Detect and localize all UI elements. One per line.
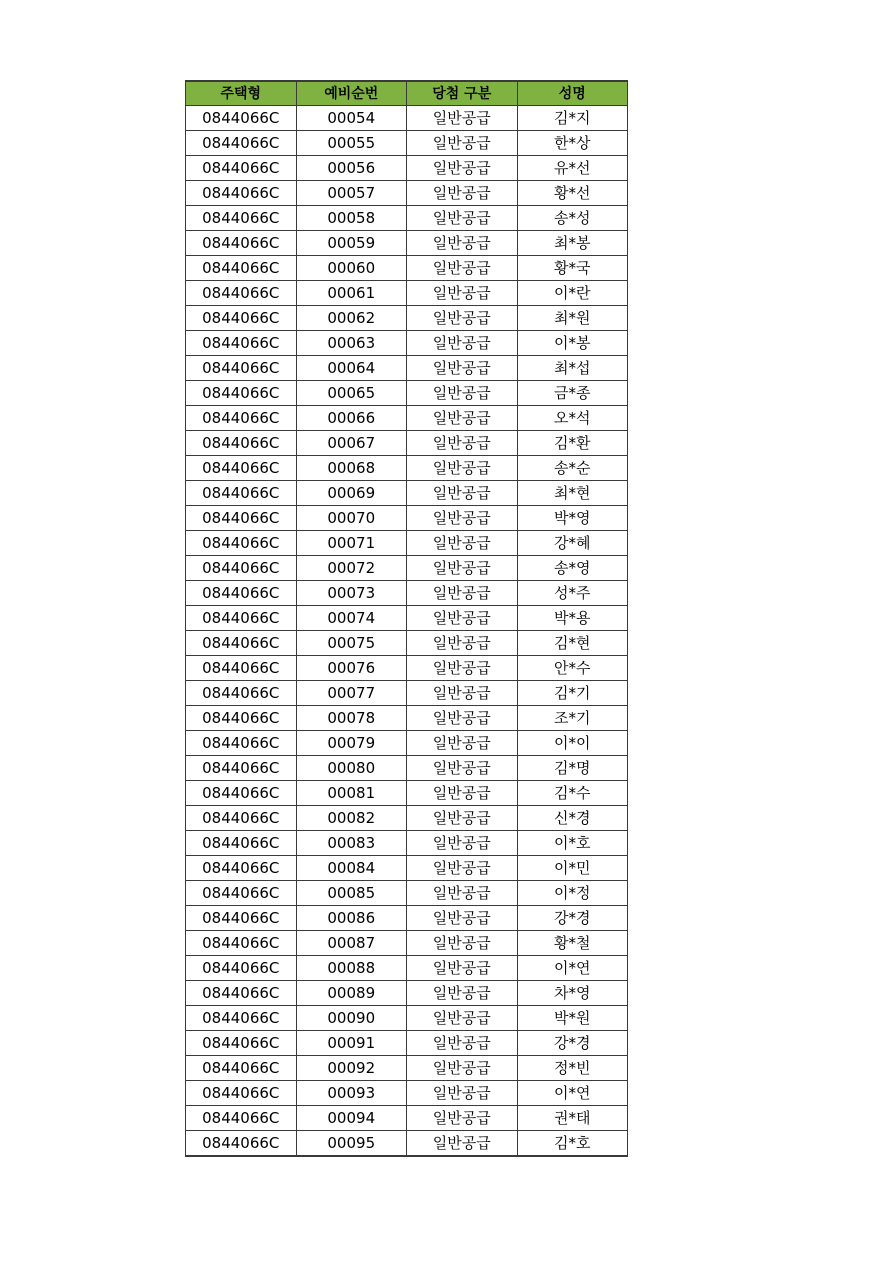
name-cell: 황*선: [517, 181, 628, 206]
reserve-number-cell: 00061: [296, 281, 407, 306]
table-row: [186, 306, 628, 331]
housing-type-cell: 0844066C: [186, 381, 297, 406]
reserve-number-cell: 00077: [296, 681, 407, 706]
reserve-number-cell: 00092: [296, 1056, 407, 1081]
winning-category-cell: 일반공급: [407, 306, 518, 331]
reserve-number-cell: 00093: [296, 1081, 407, 1106]
table-row: [186, 356, 628, 381]
reserve-number-cell: 00086: [296, 906, 407, 931]
reserve-number-cell: 00072: [296, 556, 407, 581]
name-cell: 성*주: [517, 581, 628, 606]
winning-category-cell: 일반공급: [407, 681, 518, 706]
name-cell: 김*명: [517, 756, 628, 781]
winning-category-cell: 일반공급: [407, 981, 518, 1006]
table-row: [186, 1081, 628, 1106]
housing-type-cell: 0844066C: [186, 481, 297, 506]
name-cell: 이*란: [517, 281, 628, 306]
reserve-list-table: [185, 80, 628, 1157]
reserve-number-cell: 00091: [296, 1031, 407, 1056]
table-row: [186, 1031, 628, 1056]
table-row: [186, 931, 628, 956]
winning-category-cell: 일반공급: [407, 631, 518, 656]
housing-type-cell: 0844066C: [186, 906, 297, 931]
reserve-number-cell: 00056: [296, 156, 407, 181]
name-cell: 황*철: [517, 931, 628, 956]
name-cell: 이*정: [517, 881, 628, 906]
winning-category-cell: 일반공급: [407, 1131, 518, 1157]
table-row: [186, 831, 628, 856]
winning-category-cell: 일반공급: [407, 756, 518, 781]
table-row: [186, 631, 628, 656]
name-cell: 강*경: [517, 906, 628, 931]
name-cell: 강*경: [517, 1031, 628, 1056]
housing-type-cell: 0844066C: [186, 706, 297, 731]
housing-type-cell: 0844066C: [186, 1081, 297, 1106]
housing-type-cell: 0844066C: [186, 456, 297, 481]
housing-type-cell: 0844066C: [186, 406, 297, 431]
housing-type-cell: 0844066C: [186, 806, 297, 831]
winning-category-cell: 일반공급: [407, 156, 518, 181]
table-row: [186, 131, 628, 156]
name-cell: 강*혜: [517, 531, 628, 556]
reserve-number-cell: 00075: [296, 631, 407, 656]
reserve-number-cell: 00087: [296, 931, 407, 956]
housing-type-cell: 0844066C: [186, 856, 297, 881]
housing-type-cell: 0844066C: [186, 281, 297, 306]
name-cell: 차*영: [517, 981, 628, 1006]
name-cell: 김*호: [517, 1131, 628, 1157]
table-row: [186, 256, 628, 281]
winning-category-cell: 일반공급: [407, 381, 518, 406]
reserve-number-cell: 00055: [296, 131, 407, 156]
housing-type-cell: 0844066C: [186, 231, 297, 256]
housing-type-cell: 0844066C: [186, 1006, 297, 1031]
housing-type-cell: 0844066C: [186, 981, 297, 1006]
winning-category-cell: 일반공급: [407, 806, 518, 831]
name-cell: 최*봉: [517, 231, 628, 256]
table-row: [186, 706, 628, 731]
reserve-number-cell: 00054: [296, 106, 407, 131]
housing-type-cell: 0844066C: [186, 181, 297, 206]
name-cell: 신*경: [517, 806, 628, 831]
table-row: [186, 656, 628, 681]
name-cell: 송*성: [517, 206, 628, 231]
reserve-number-cell: 00059: [296, 231, 407, 256]
table-body: [186, 106, 628, 1157]
reserve-number-cell: 00069: [296, 481, 407, 506]
name-cell: 송*영: [517, 556, 628, 581]
housing-type-cell: 0844066C: [186, 1106, 297, 1131]
reserve-number-cell: 00084: [296, 856, 407, 881]
housing-type-cell: 0844066C: [186, 781, 297, 806]
reserve-number-cell: 00085: [296, 881, 407, 906]
winning-category-cell: 일반공급: [407, 206, 518, 231]
housing-type-cell: 0844066C: [186, 731, 297, 756]
name-cell: 최*현: [517, 481, 628, 506]
table-row: [186, 781, 628, 806]
name-cell: 이*연: [517, 1081, 628, 1106]
table-header-row: [186, 81, 628, 106]
table-row: [186, 481, 628, 506]
housing-type-cell: 0844066C: [186, 756, 297, 781]
reserve-number-cell: 00063: [296, 331, 407, 356]
table-row: [186, 606, 628, 631]
name-cell: 김*현: [517, 631, 628, 656]
name-cell: 최*섭: [517, 356, 628, 381]
winning-category-cell: 일반공급: [407, 906, 518, 931]
winning-category-cell: 일반공급: [407, 831, 518, 856]
table-row: [186, 506, 628, 531]
winning-category-cell: 일반공급: [407, 431, 518, 456]
winning-category-cell: 일반공급: [407, 506, 518, 531]
winning-category-cell: 일반공급: [407, 1081, 518, 1106]
winning-category-cell: 일반공급: [407, 1106, 518, 1131]
reserve-number-cell: 00073: [296, 581, 407, 606]
winning-category-cell: 일반공급: [407, 556, 518, 581]
reserve-number-cell: 00064: [296, 356, 407, 381]
winning-category-cell: 일반공급: [407, 931, 518, 956]
name-cell: 조*기: [517, 706, 628, 731]
table-row: [186, 531, 628, 556]
housing-type-cell: 0844066C: [186, 506, 297, 531]
name-cell: 박*영: [517, 506, 628, 531]
table-row: [186, 381, 628, 406]
name-cell: 박*용: [517, 606, 628, 631]
reserve-number-cell: 00062: [296, 306, 407, 331]
winning-category-cell: 일반공급: [407, 656, 518, 681]
table-row: [186, 681, 628, 706]
reserve-number-cell: 00067: [296, 431, 407, 456]
table-row: [186, 281, 628, 306]
reserve-number-cell: 00065: [296, 381, 407, 406]
winning-category-cell: 일반공급: [407, 731, 518, 756]
reserve-number-cell: 00068: [296, 456, 407, 481]
housing-type-cell: 0844066C: [186, 956, 297, 981]
housing-type-cell: 0844066C: [186, 256, 297, 281]
name-cell: 김*지: [517, 106, 628, 131]
name-cell: 김*기: [517, 681, 628, 706]
housing-type-cell: 0844066C: [186, 881, 297, 906]
table-row: [186, 981, 628, 1006]
table-row: [186, 731, 628, 756]
housing-type-cell: 0844066C: [186, 306, 297, 331]
table-row: [186, 956, 628, 981]
name-cell: 송*순: [517, 456, 628, 481]
name-cell: 권*태: [517, 1106, 628, 1131]
housing-type-cell: 0844066C: [186, 681, 297, 706]
winning-category-cell: 일반공급: [407, 181, 518, 206]
name-cell: 황*국: [517, 256, 628, 281]
table-row: [186, 581, 628, 606]
table-row: [186, 181, 628, 206]
winning-category-cell: 일반공급: [407, 331, 518, 356]
winning-category-cell: 일반공급: [407, 856, 518, 881]
reserve-number-cell: 00070: [296, 506, 407, 531]
name-cell: 김*환: [517, 431, 628, 456]
reserve-number-cell: 00074: [296, 606, 407, 631]
column-header-reserve-number: 예비순번: [296, 81, 407, 106]
housing-type-cell: 0844066C: [186, 431, 297, 456]
column-header-winning-category: 당첨 구분: [407, 81, 518, 106]
reserve-number-cell: 00060: [296, 256, 407, 281]
reserve-number-cell: 00081: [296, 781, 407, 806]
housing-type-cell: 0844066C: [186, 206, 297, 231]
table-row: [186, 206, 628, 231]
reserve-number-cell: 00088: [296, 956, 407, 981]
winning-category-cell: 일반공급: [407, 581, 518, 606]
table-row: [186, 906, 628, 931]
reserve-number-cell: 00083: [296, 831, 407, 856]
housing-type-cell: 0844066C: [186, 156, 297, 181]
name-cell: 이*민: [517, 856, 628, 881]
winning-category-cell: 일반공급: [407, 1006, 518, 1031]
housing-type-cell: 0844066C: [186, 331, 297, 356]
reserve-number-cell: 00058: [296, 206, 407, 231]
winning-category-cell: 일반공급: [407, 881, 518, 906]
housing-type-cell: 0844066C: [186, 531, 297, 556]
housing-type-cell: 0844066C: [186, 1131, 297, 1157]
table-row: [186, 456, 628, 481]
table-row: [186, 806, 628, 831]
housing-type-cell: 0844066C: [186, 631, 297, 656]
winning-category-cell: 일반공급: [407, 231, 518, 256]
housing-type-cell: 0844066C: [186, 931, 297, 956]
name-cell: 이*봉: [517, 331, 628, 356]
winning-category-cell: 일반공급: [407, 706, 518, 731]
reserve-number-cell: 00071: [296, 531, 407, 556]
name-cell: 유*선: [517, 156, 628, 181]
table-row: [186, 156, 628, 181]
winning-category-cell: 일반공급: [407, 281, 518, 306]
name-cell: 정*빈: [517, 1056, 628, 1081]
table-row: [186, 1006, 628, 1031]
table-row: [186, 331, 628, 356]
column-header-housing-type: 주택형: [186, 81, 297, 106]
table-row: [186, 1131, 628, 1157]
housing-type-cell: 0844066C: [186, 356, 297, 381]
name-cell: 금*종: [517, 381, 628, 406]
housing-type-cell: 0844066C: [186, 656, 297, 681]
table-row: [186, 106, 628, 131]
reserve-number-cell: 00076: [296, 656, 407, 681]
name-cell: 박*원: [517, 1006, 628, 1031]
winning-category-cell: 일반공급: [407, 481, 518, 506]
table-row: [186, 1056, 628, 1081]
table-row: [186, 881, 628, 906]
winning-category-cell: 일반공급: [407, 256, 518, 281]
name-cell: 김*수: [517, 781, 628, 806]
housing-type-cell: 0844066C: [186, 1056, 297, 1081]
reserve-number-cell: 00095: [296, 1131, 407, 1157]
winning-category-cell: 일반공급: [407, 131, 518, 156]
table-row: [186, 406, 628, 431]
name-cell: 이*호: [517, 831, 628, 856]
table-row: [186, 1106, 628, 1131]
table-row: [186, 756, 628, 781]
name-cell: 안*수: [517, 656, 628, 681]
table-row: [186, 231, 628, 256]
winning-category-cell: 일반공급: [407, 531, 518, 556]
housing-type-cell: 0844066C: [186, 131, 297, 156]
name-cell: 최*원: [517, 306, 628, 331]
name-cell: 이*연: [517, 956, 628, 981]
table-row: [186, 431, 628, 456]
winning-category-cell: 일반공급: [407, 606, 518, 631]
name-cell: 한*상: [517, 131, 628, 156]
table-row: [186, 856, 628, 881]
reserve-number-cell: 00082: [296, 806, 407, 831]
reserve-number-cell: 00089: [296, 981, 407, 1006]
reserve-number-cell: 00057: [296, 181, 407, 206]
winning-category-cell: 일반공급: [407, 781, 518, 806]
winning-category-cell: 일반공급: [407, 406, 518, 431]
table-row: [186, 556, 628, 581]
reserve-number-cell: 00078: [296, 706, 407, 731]
winning-category-cell: 일반공급: [407, 1056, 518, 1081]
name-cell: 이*이: [517, 731, 628, 756]
winning-category-cell: 일반공급: [407, 106, 518, 131]
housing-type-cell: 0844066C: [186, 1031, 297, 1056]
winning-category-cell: 일반공급: [407, 956, 518, 981]
name-cell: 오*석: [517, 406, 628, 431]
housing-type-cell: 0844066C: [186, 831, 297, 856]
reserve-number-cell: 00080: [296, 756, 407, 781]
housing-type-cell: 0844066C: [186, 106, 297, 131]
housing-type-cell: 0844066C: [186, 556, 297, 581]
housing-type-cell: 0844066C: [186, 581, 297, 606]
reserve-number-cell: 00079: [296, 731, 407, 756]
column-header-name: 성명: [517, 81, 628, 106]
winning-category-cell: 일반공급: [407, 456, 518, 481]
winning-category-cell: 일반공급: [407, 356, 518, 381]
winning-category-cell: 일반공급: [407, 1031, 518, 1056]
reserve-number-cell: 00066: [296, 406, 407, 431]
reserve-number-cell: 00094: [296, 1106, 407, 1131]
reserve-number-cell: 00090: [296, 1006, 407, 1031]
housing-type-cell: 0844066C: [186, 606, 297, 631]
